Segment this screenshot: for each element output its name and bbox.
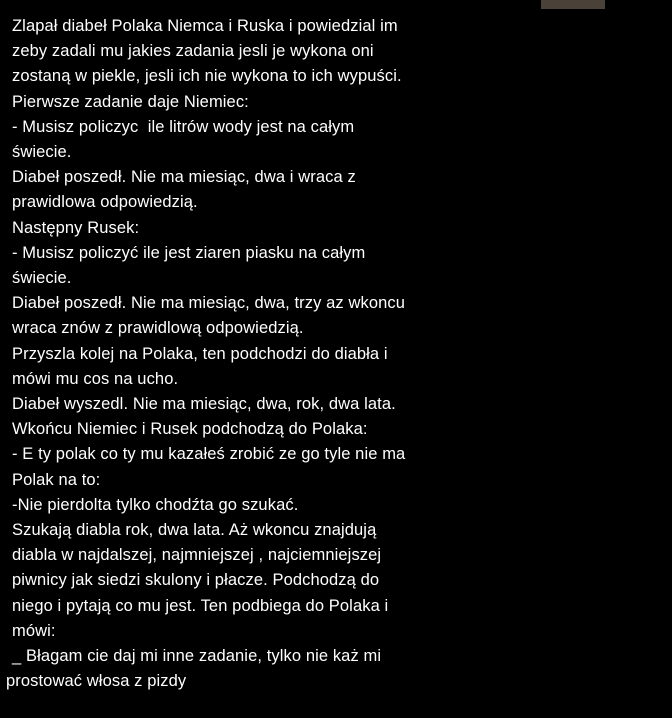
text-line: mówi: [12,621,56,640]
text-line: Diabeł poszedł. Nie ma miesiąc, dwa, trzy az wkoncu [12,294,406,313]
text-line: prawidlowa odpowiedzią. [12,193,198,212]
text-line: Szukają diabla rok, dwa lata. Aż wkoncu znajdują [12,521,377,540]
text-line: mówi mu cos na ucho. [12,369,179,388]
text-line: - E ty polak co ty mu kazałeś zrobić ze go tyle nie ma [12,445,406,464]
text-line: piwnicy jak siedzi skulony i płacze. Podchodzą do [12,571,380,590]
text-line: - Musisz policzyc ile litrów wody jest na całym [12,117,355,136]
text-line: -Nie pierdolta tylko chodźta go szukać. [12,495,299,514]
text-line: diabla w najdalszej, najmniejszej , najciemniejszej [12,546,382,565]
text-line: Wkońcu Niemiec i Rusek podchodzą do Polaka: [12,420,368,439]
text-line: Przyszla kolej na Polaka, ten podchodzi do diabła i [12,344,388,363]
top-decorative-bar [541,0,605,9]
text-line: zeby zadali mu jakies zadania jesli je wykona oni [12,42,374,61]
text-line: Diabeł wyszedl. Nie ma miesiąc, dwa, rok, dwa lata. [12,395,396,414]
text-line: _ Błagam cie daj mi inne zadanie, tylko nie każ mi [12,647,382,666]
text-line: Diabeł poszedł. Nie ma miesiąc, dwa i wraca z [12,168,356,187]
text-line: świecie. [12,143,72,162]
text-line: Pierwsze zadanie daje Niemiec: [12,92,249,111]
text-line: prostować włosa z pizdy [6,672,187,691]
text-line: świecie. [12,269,72,288]
text-line: zostaną w piekle, jesli ich nie wykona to ich wypuści. [12,67,402,86]
text-line: Polak na to: [12,470,101,489]
text-line: Zlapał diabeł Polaka Niemca i Ruska i powiedzial im [12,17,398,35]
text-line: - Musisz policzyć ile jest ziaren piasku na całym [12,243,366,262]
text-line: niego i pytają co mu jest. Ten podbiega do Polaka i [12,596,389,615]
text-line: wraca znów z prawidlową odpowiedzią. [12,319,304,338]
text-line: Następny Rusek: [12,218,140,237]
joke-text-body [6,14,546,694]
